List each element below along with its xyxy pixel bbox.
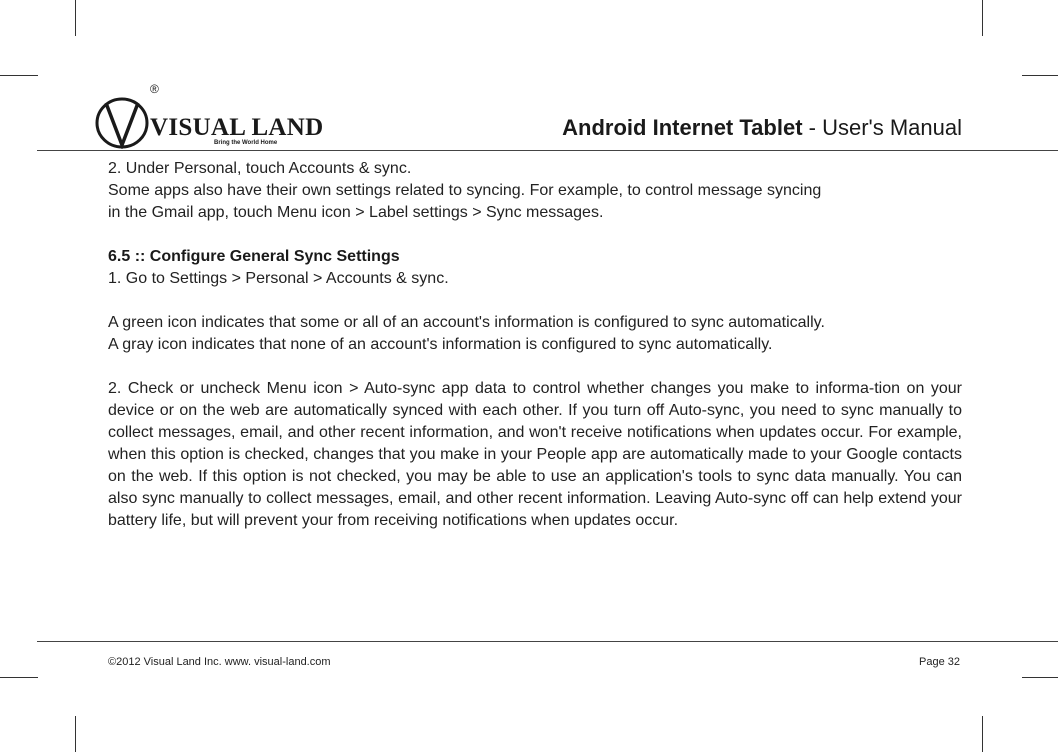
logo-v-circle-icon xyxy=(94,85,154,149)
manual-content xyxy=(108,158,962,532)
registered-mark: ® xyxy=(150,82,159,96)
crop-mark-top-right xyxy=(982,0,983,36)
crop-mark-bottom-left xyxy=(75,716,76,752)
page-title xyxy=(562,115,962,141)
crop-mark-right-lower xyxy=(1022,677,1058,678)
header-rule xyxy=(37,150,1058,151)
page-title-rest: - User's Manual xyxy=(802,115,962,140)
section-heading: 6.5 :: Configure General Sync Settings xyxy=(108,248,400,265)
paragraph-app-sync-line2: in the Gmail app, touch Menu icon > Label settings > Sync messages. xyxy=(108,204,604,221)
page-title-bold: Android Internet Tablet xyxy=(562,115,803,140)
crop-mark-bottom-right xyxy=(982,716,983,752)
gray-icon-description: A gray icon indicates that none of an account's information is configured to sync automatically. xyxy=(108,336,773,353)
paragraph-app-sync-line1: Some apps also have their own settings related to syncing. For example, to control message syncing xyxy=(108,182,822,199)
footer-rule xyxy=(37,641,1058,642)
logo-wordmark: VISUAL LAND xyxy=(150,114,324,141)
step-2: 2. Check or uncheck Menu icon > Auto-sync app data to control whether changes you make to informa-tion on your device or on the web are automatically synced with each other. If you turn off Auto-sync, you need to sync manually to collect messages, email, and other recent information, and won't receive notifications when updates occur. For example, when this option is checked, changes that you make in your People app are automatically made to your Google contacts on the web. If this option is not checked, you may be able to use an application's tools to sync data manually. You can also sync manually to collect messages, email, and other recent information. Leaving Auto-sync off can help extend your battery life, but will prevent your from receiving notifications when updates occur. xyxy=(108,380,962,529)
crop-mark-left-upper xyxy=(0,75,38,76)
visual-land-logo xyxy=(94,82,324,149)
crop-mark-left-lower xyxy=(0,677,38,678)
crop-mark-top-left xyxy=(75,0,76,36)
logo-tagline: Bring the World Home xyxy=(214,140,278,146)
paragraph-accounts-sync: 2. Under Personal, touch Accounts & sync. xyxy=(108,160,412,177)
crop-mark-right-upper xyxy=(1022,75,1058,76)
page-number: Page 32 xyxy=(919,656,960,668)
green-icon-description: A green icon indicates that some or all of an account's information is configured to sync automatically. xyxy=(108,314,825,331)
footer-copyright: ©2012 Visual Land Inc. www. visual-land.com xyxy=(108,656,331,668)
step-1: 1. Go to Settings > Personal > Accounts & sync. xyxy=(108,270,449,287)
